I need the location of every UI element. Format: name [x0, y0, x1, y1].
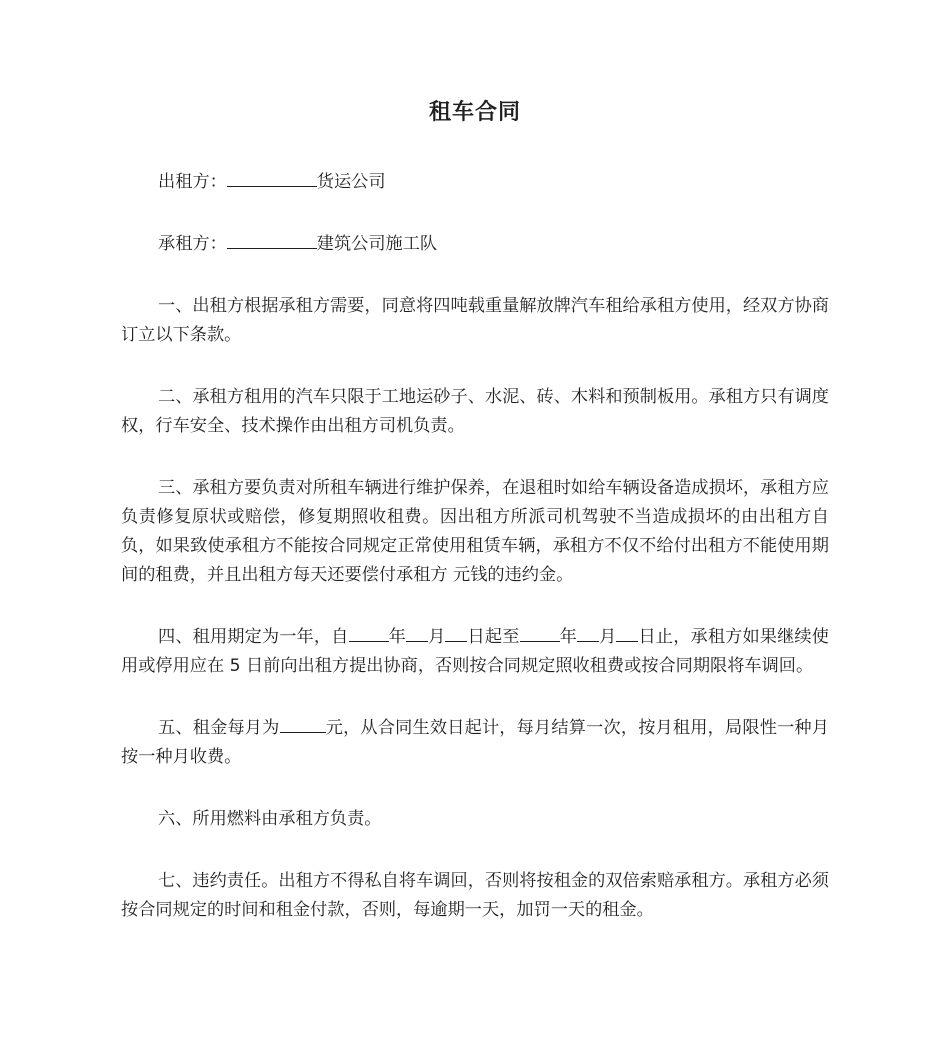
lessee-line — [121, 230, 829, 259]
clause-4 — [121, 623, 829, 681]
clause-4-text: 月 — [427, 627, 446, 647]
clause-5-text: 五、租金每月为 — [158, 718, 280, 738]
clause-6: 六、所用燃料由承租方负责。 — [158, 809, 382, 829]
end-day-blank — [616, 623, 638, 642]
start-day-blank — [445, 623, 467, 642]
end-month-blank — [577, 623, 599, 642]
clause-3: 三、承租方要负责对所租车辆进行维护保养，在退租时如给车辆设备造成损坏，承租方应负责修复原状或赔偿，修复期照收租费。因出租方所派司机驾驶不当造成损坏的由出租方自负，如果致使承租方不能按合同规定正常使用租赁车辆，承租方不仅不给付出租方不能使用期间的租费，并且出租方每天还要偿付承租方 元钱的违约金。 — [121, 478, 829, 585]
lessor-line — [121, 168, 829, 197]
document-title: 租车合同 — [428, 100, 521, 125]
start-month-blank — [406, 623, 428, 642]
lessor-label: 出租方： — [158, 172, 227, 192]
lessee-blank — [227, 230, 317, 249]
lessor-suffix: 货运公司 — [316, 172, 386, 192]
clause-2: 二、承租方租用的汽车只限于工地运砂子、水泥、砖、木料和预制板用。承租方只有调度权，行车安全、技术操作由出租方司机负责。 — [121, 387, 829, 436]
clause-4-text: 日止，承租方如果继续使用或停用应在 5 日前向出租方提出协商，否则按合同规定照收租费或按合同期限将车调回。 — [121, 627, 829, 676]
clause-4-text: 年 — [559, 627, 577, 647]
end-year-blank — [520, 623, 560, 642]
clause-4-text: 日起至 — [467, 627, 520, 647]
clause-5 — [121, 714, 829, 772]
clause-1: 一、出租方根据承租方需要，同意将四吨载重量解放牌汽车租给承租方使用，经双方协商订立以下条款。 — [121, 296, 829, 345]
clause-4-text: 年 — [388, 627, 406, 647]
lessor-blank — [227, 168, 317, 187]
clause-5-text: 元，从合同生效日起计，每月结算一次，按月租用，局限性一种月按一种月收费。 — [121, 718, 829, 767]
clause-7: 七、违约责任。出租方不得私自将车调回，否则将按租金的双倍索赔承租方。承租方必须按合同规定的时间和租金付款，否则，每逾期一天，加罚一天的租金。 — [121, 871, 829, 920]
clause-4-text: 四、租用期定为一年，自 — [158, 627, 349, 647]
clause-4-text: 月 — [598, 627, 617, 647]
lessee-label: 承租方： — [158, 234, 227, 254]
rent-amount-blank — [280, 714, 326, 733]
lessee-suffix: 建筑公司施工队 — [316, 234, 438, 254]
start-year-blank — [349, 623, 389, 642]
